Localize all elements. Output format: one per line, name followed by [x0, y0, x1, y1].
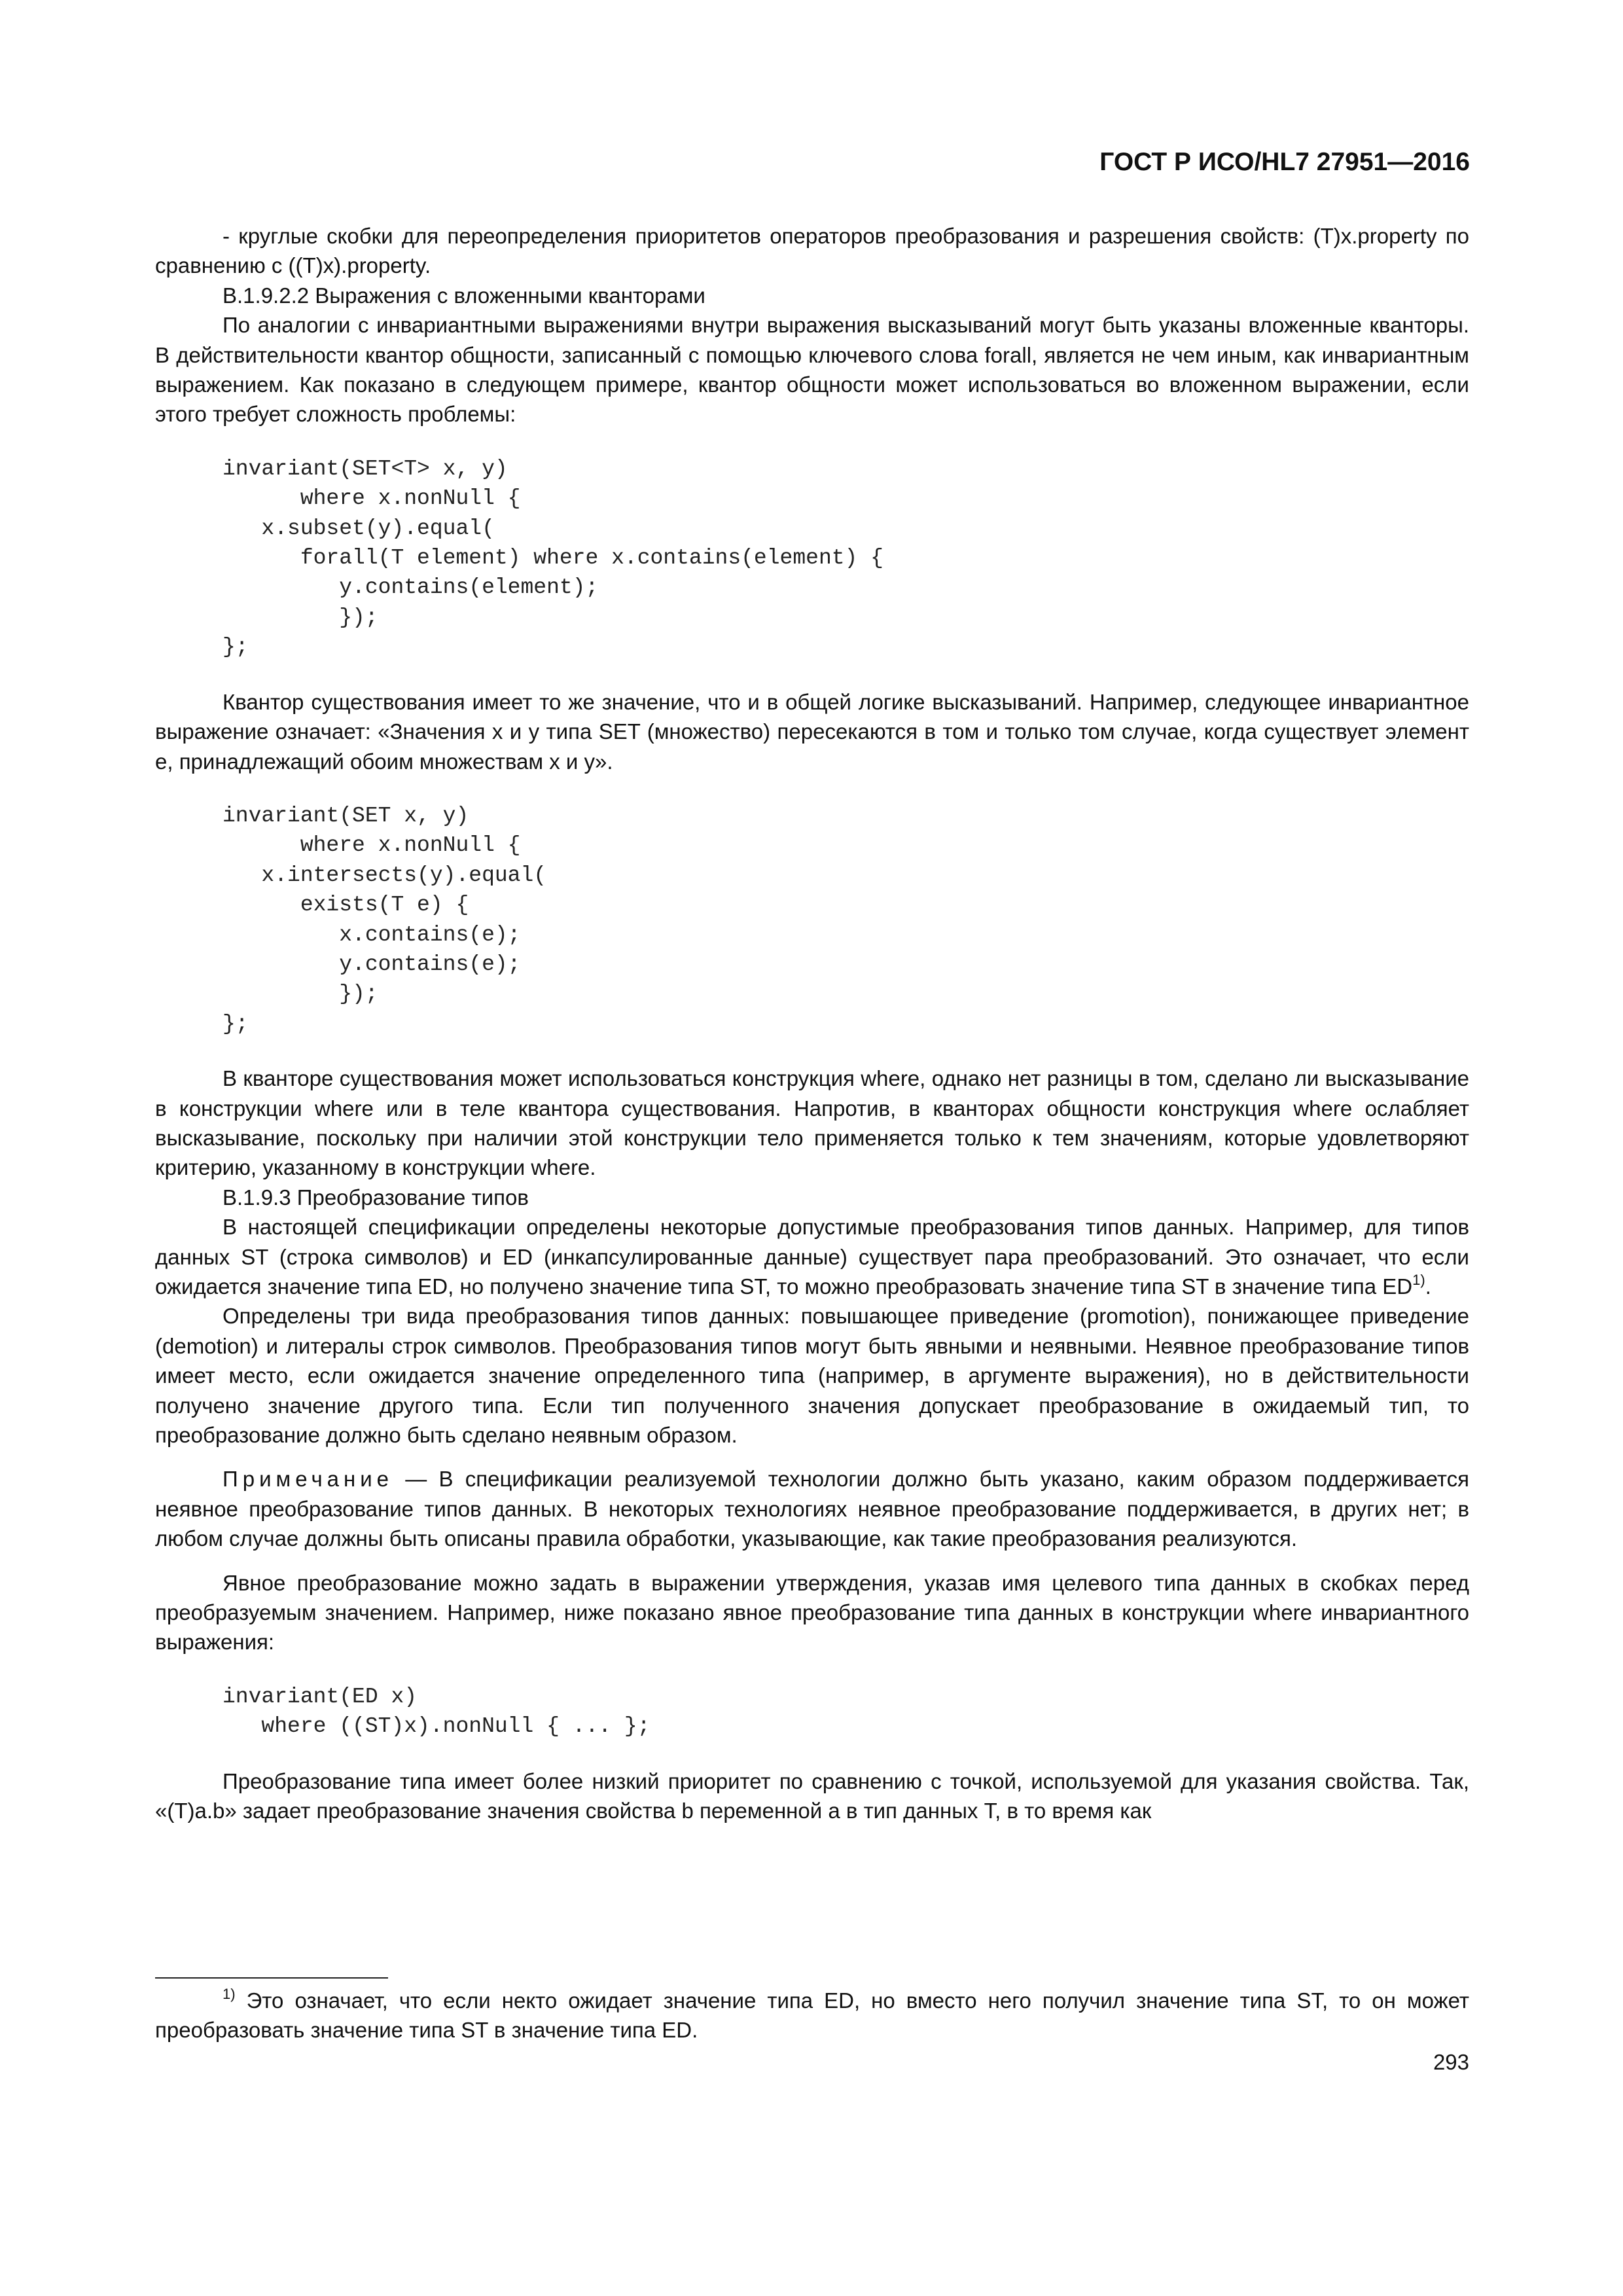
paragraph-brackets: - круглые скобки для переопределения приоритетов операторов преобразования и разрешения свойств: (T)x.property по сравнению с ((T)x).property.: [155, 224, 1469, 278]
section-heading-nested-quantifiers: B.1.9.2.2 Выражения с вложенными кванторами: [223, 283, 705, 308]
footnote-paragraph: [155, 1986, 1469, 2045]
paragraph-conversion-priority: Преобразование типа имеет более низкий приоритет по сравнению с точкой, используемой для указания свойства. Так, «(T)a.b» задает преобразование значения свойства b переменной a в тип данных T, в то время как: [155, 1768, 1469, 1823]
code-example-forall: invariant(SET<T> x, y) where x.nonNull { x.subset(y).equal( forall(T element) where x.contains(element) { y.contains(element); }); };: [223, 456, 883, 660]
note: [155, 1464, 1469, 1553]
paragraph-nested-quantifiers: По аналогии с инвариантными выражениями внутри выражения высказываний могут быть указаны вложенные кванторы. В действительности квантор общности, записанный с помощью ключевого слова forall, является не чем иным, как инвариантным выражением. Как показано в следующем примере, квантор общности может использоваться во вложенном выражении, если этого требует сложность проблемы:: [155, 313, 1469, 427]
page-number: 293: [1433, 2050, 1469, 2074]
note-label: Примечание: [223, 1467, 394, 1492]
paragraph-existential-quantifier: Квантор существования имеет то же значение, что и в общей логике высказываний. Например, следующее инвариантное выражение означает: «Значения x и y типа SET (множество) пересекаются в том и только том случае, когда существует элемент e, принадлежащий обоим множествам x и y».: [155, 689, 1469, 774]
page-body: [155, 221, 1469, 1826]
paragraph-explicit-conversion: Явное преобразование можно задать в выражении утверждения, указав имя целевого типа данных в скобках перед преобразуемым значением. Например, ниже показано явное преобразование типа данных в конструкции where инвариантного выражения:: [155, 1570, 1469, 1655]
paragraph-type-conversion: [155, 1212, 1469, 1301]
code-example-exists: invariant(SET x, y) where x.nonNull { x.intersects(y).equal( exists(T e) { x.contains(e); y.contains(e); }); };: [223, 803, 547, 1036]
footnote-reference: 1): [1412, 1272, 1425, 1288]
paragraph-where-clause: В кванторе существования может использоваться конструкция where, однако нет разницы в том, сделано ли высказывание в конструкции where или в теле квантора существования. Напротив, в кванторах общности конструкция where ослабляет высказывание, поскольку при наличии этой конструкции тело применяется только к тем значениям, которые удовлетворяют критерию, указанному в конструкции where.: [155, 1066, 1469, 1180]
footnote: [155, 1986, 1469, 2045]
footnote-text: Это означает, что если некто ожидает значение типа ED, но вместо него получил значение типа ST, то он может преобразовать значение типа ST в значение типа ED.: [155, 1988, 1469, 2043]
paragraph-type-conversion-text: В настоящей спецификации определены некоторые допустимые преобразования типов данных. Например, для типов данных ST (строка символов) и ED (инкапсулированные данные) существует пара преобразований. Это означает, что если ожидается значение типа ED, но получено значение типа ST, то можно преобразовать значение типа ST в значение типа ED: [155, 1215, 1469, 1299]
code-example-explicit-conversion: invariant(ED x) where ((ST)x).nonNull { ... };: [223, 1684, 651, 1739]
note-text: — В спецификации реализуемой технологии должно быть указано, каким образом поддерживается неявное преобразование типов данных. В некоторых технологиях неявное преобразование поддерживается, в других нет; в любом случае должны быть описаны правила обработки, указывающие, как такие преобразования реализуются.: [155, 1467, 1469, 1551]
footnote-marker: 1): [223, 1986, 236, 2002]
paragraph-conversion-kinds: Определены три вида преобразования типов данных: повышающее приведение (promotion), понижающее приведение (demotion) и литералы строк символов. Преобразования типов могут быть явными и неявными. Неявное преобразование типов имеет место, если ожидается значение определенного типа (например, в аргументе выражения), но в действительности получено значение другого типа. Если тип полученного значения допускает преобразование в ожидаемый тип, то преобразование должно быть сделано неявным образом.: [155, 1304, 1469, 1448]
paragraph-end-period: .: [1425, 1274, 1431, 1299]
section-heading-type-conversion: B.1.9.3 Преобразование типов: [223, 1185, 529, 1210]
standard-header: ГОСТ Р ИСО/HL7 27951—2016: [1099, 148, 1470, 176]
footnote-divider: [155, 1977, 388, 1979]
